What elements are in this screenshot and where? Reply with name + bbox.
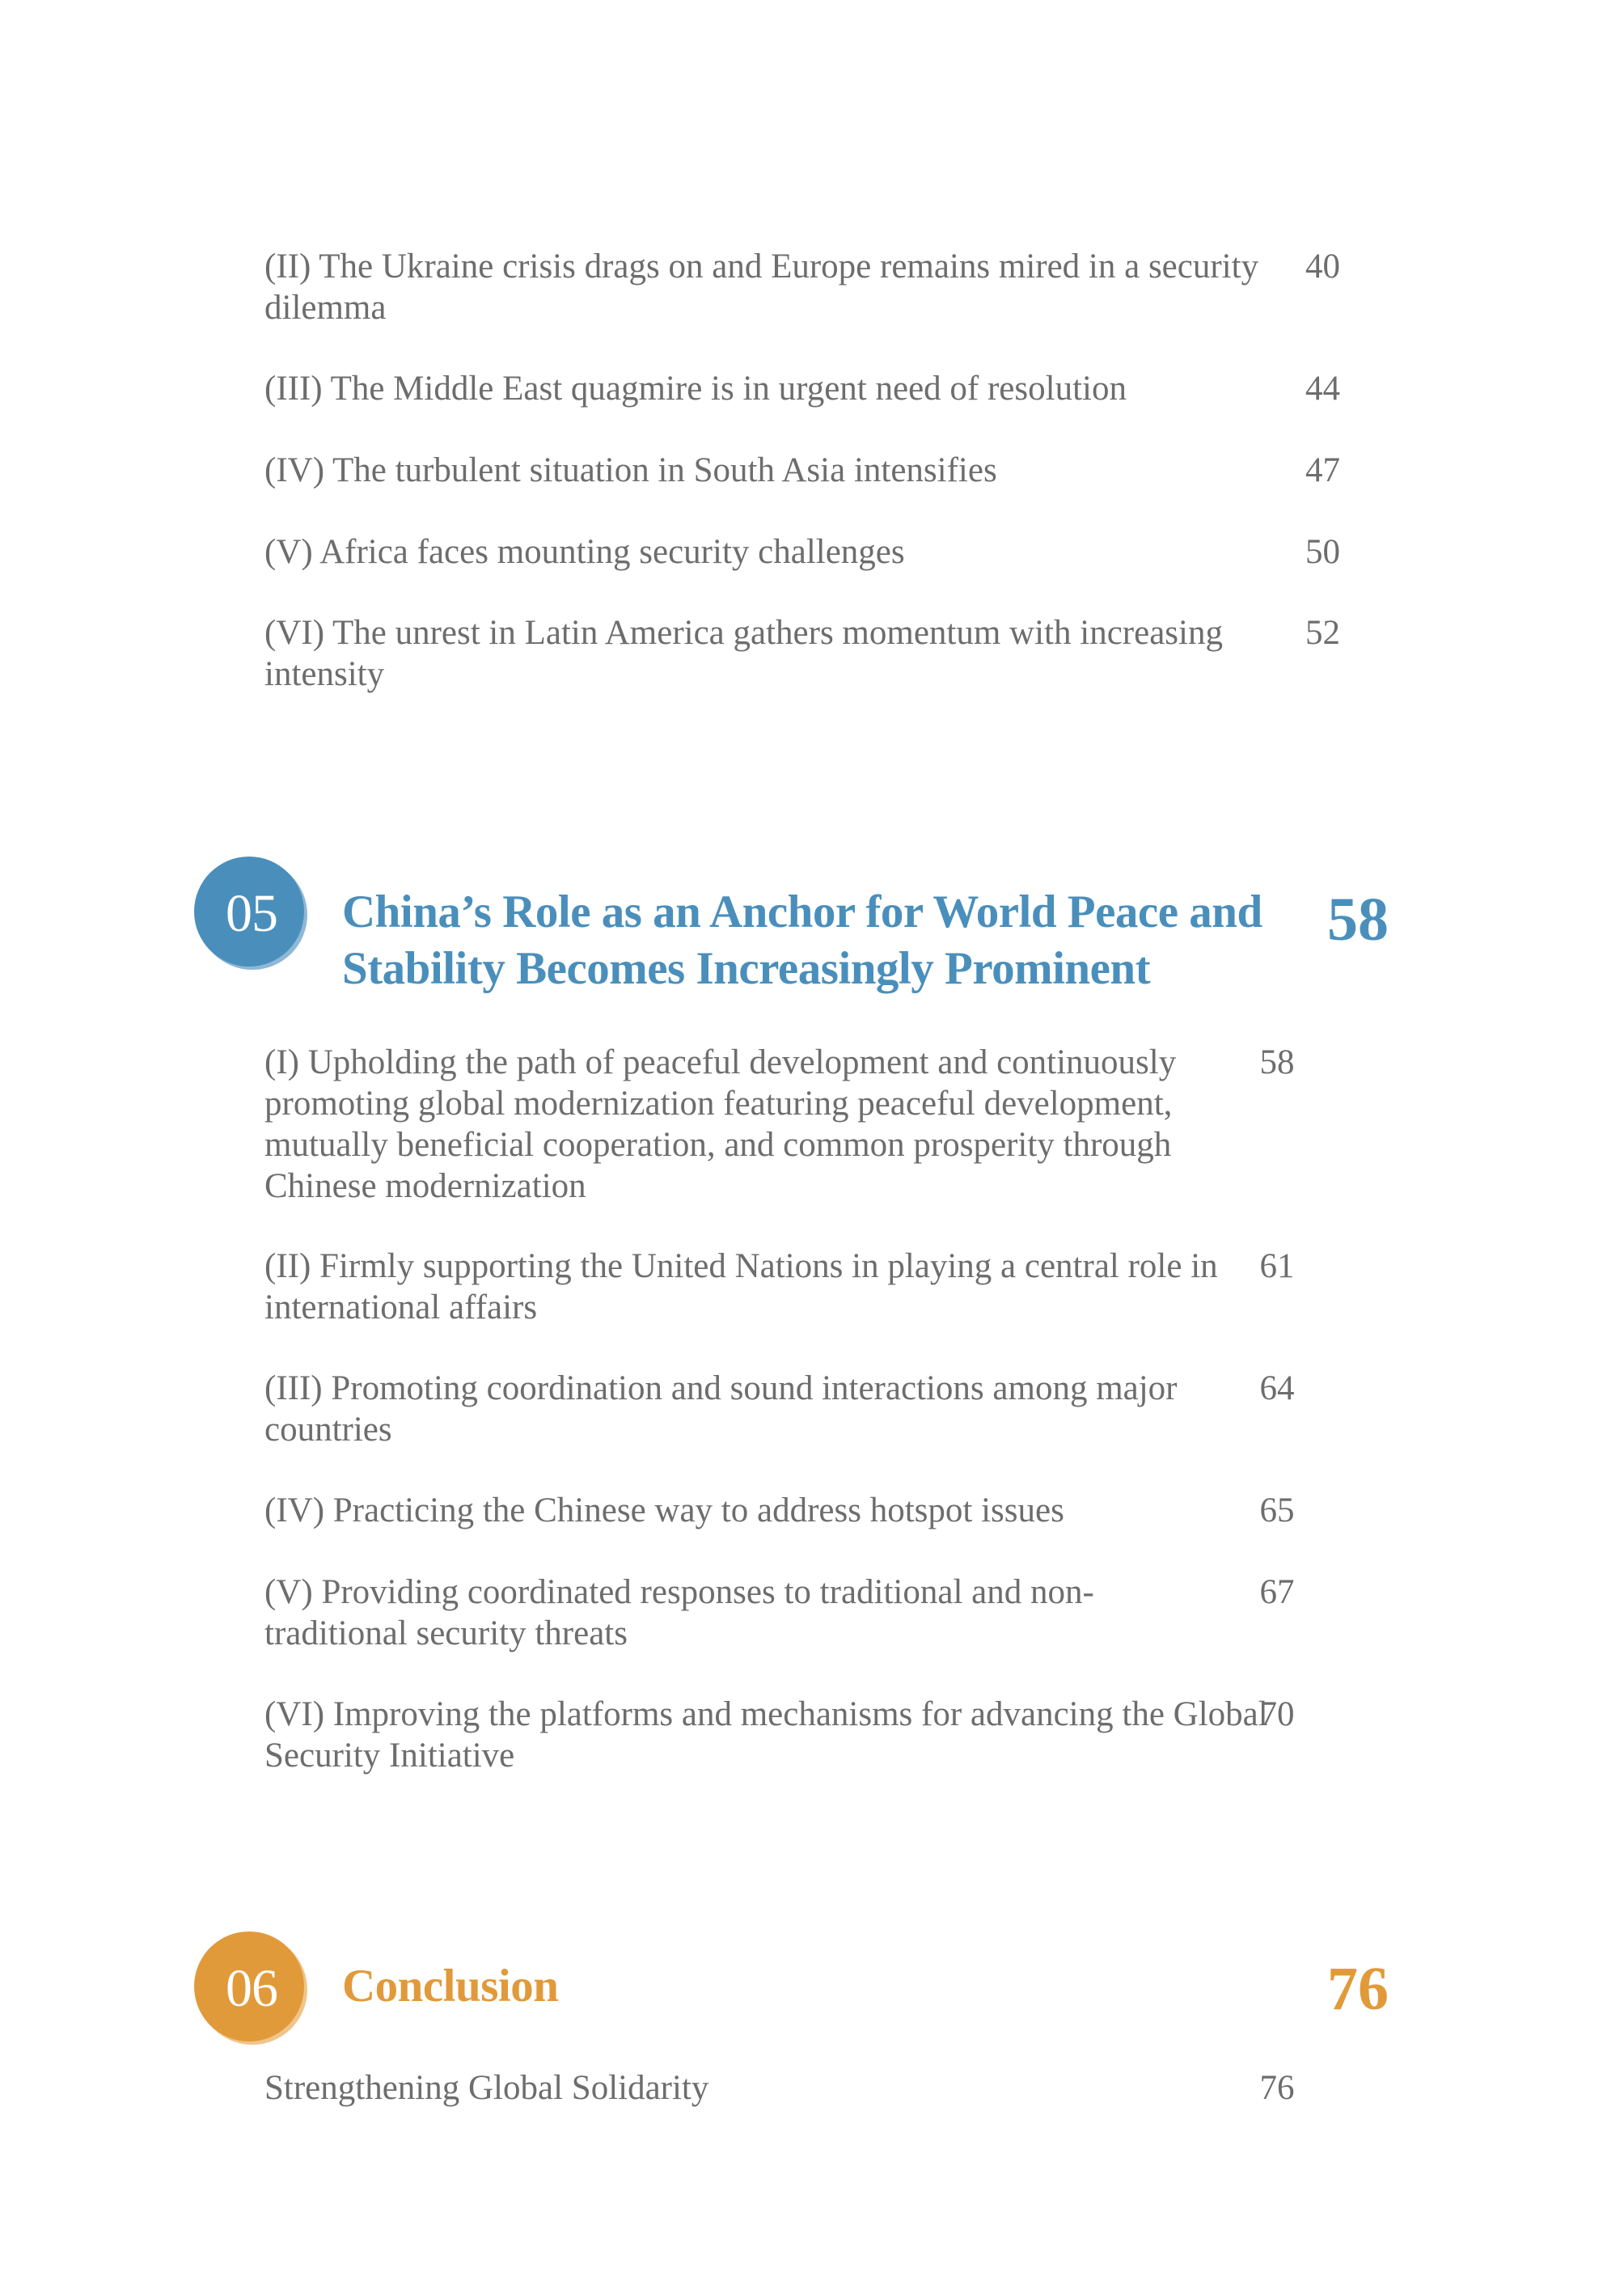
chapter-number-badge [191,1928,312,2050]
toc-entry-title: (II) Firmly supporting the United Nations in playing a central role in international affairs [264,1247,1218,1326]
toc-entry-page: 40 [1305,247,1340,286]
toc-entry-page: 61 [1259,1247,1295,1285]
toc-entry-title: (IV) The turbulent situation in South Asia intensifies [264,451,997,489]
toc-entry-title: (VI) Improving the platforms and mechanisms for advancing the Global Security Initiative [264,1695,1268,1775]
toc-entry-page: 76 [1259,2069,1295,2107]
toc-entry-page: 47 [1305,451,1340,489]
chapter-number-badge [191,853,312,975]
toc-entry-page: 64 [1259,1369,1295,1407]
toc-entry-title: (III) The Middle East quagmire is in urgent need of resolution [264,370,1127,408]
toc-entry-page: 44 [1305,370,1340,408]
toc-entry-page: 50 [1305,533,1340,571]
toc-entry-title: (V) Africa faces mounting security challenges [264,533,905,571]
chapter-title: Conclusion [342,1961,559,2012]
toc-entry-title: (IV) Practicing the Chinese way to address hotspot issues [264,1491,1064,1529]
toc-entry-page: 58 [1259,1043,1295,1081]
toc-entry-title: (V) Providing coordinated responses to traditional and non-traditional security threats [264,1573,1094,1652]
chapter-number: 06 [226,1959,277,2018]
toc-entry-page: 65 [1259,1491,1295,1529]
toc-entry-title: Strengthening Global Solidarity [264,2069,709,2107]
toc-entry-title: (I) Upholding the path of peaceful development and continuously promoting global modernization featuring peaceful development, mutually beneficial cooperation, and common prosperity through Chinese modernization [264,1043,1177,1205]
toc-entry-title: (III) Promoting coordination and sound interactions among major countries [264,1369,1178,1449]
chapter-page-number: 58 [1327,886,1389,954]
toc-entry-title: (VI) The unrest in Latin America gathers momentum with increasing intensity [264,614,1223,693]
toc-entry-page: 67 [1259,1573,1295,1611]
chapter-number: 05 [226,884,277,943]
toc-entry-page: 70 [1259,1695,1295,1733]
toc-entry-title: (II) The Ukraine crisis drags on and Europe remains mired in a security dilemma [264,247,1259,327]
chapter-title: China’s Role as an Anchor for World Peace and Stability Becomes Increasingly Prominent [342,886,1262,994]
toc-entry-page: 52 [1305,614,1340,652]
chapter-page-number: 76 [1327,1955,1389,2023]
